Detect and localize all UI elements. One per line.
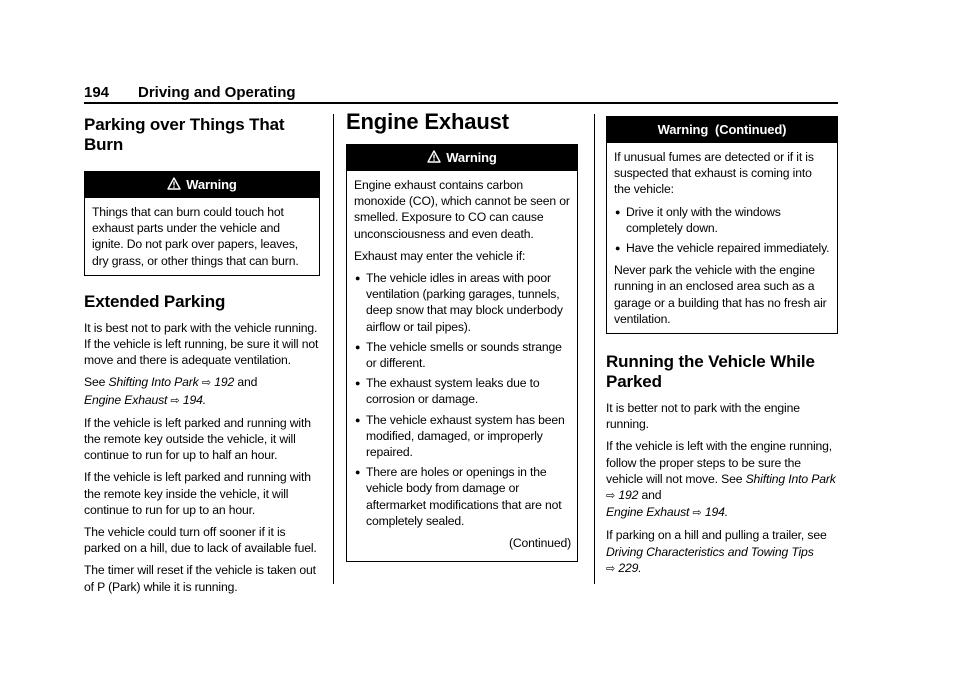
warning-paragraph: Never park the vehicle with the engine running in an enclosed area such as a garage or a building that has no fresh air ventilation. bbox=[614, 263, 827, 326]
page-ref-arrow-icon: ⇨ bbox=[692, 507, 702, 520]
page-ref[interactable]: 192 bbox=[618, 488, 639, 503]
warning-paragraph: Engine exhaust contains carbon monoxide (CO), which cannot be seen or smelled. Exposure to CO can cause unconsciousness and even death. bbox=[354, 178, 570, 241]
warning-body bbox=[607, 143, 837, 333]
warning-title: Warning bbox=[186, 177, 237, 192]
heading-running-while-parked: Running the Vehicle While Parked bbox=[606, 352, 815, 392]
list-item: ● The vehicle exhaust system has been modified, damaged, or improperly repaired. bbox=[354, 412, 571, 461]
page-ref[interactable]: 229. bbox=[618, 560, 642, 575]
link-engine-exhaust[interactable]: Engine Exhaust bbox=[606, 505, 690, 520]
page-ref[interactable]: 194. bbox=[704, 505, 728, 520]
paragraph: If the vehicle is left parked and running with the remote key inside the vehicle, it will continue to run for up to an hour. bbox=[84, 470, 311, 517]
warning-body bbox=[85, 198, 319, 275]
warning-header bbox=[85, 172, 319, 198]
heading-engine-exhaust: Engine Exhaust bbox=[346, 109, 509, 134]
list-item: ● The vehicle smells or sounds strange or different. bbox=[354, 339, 571, 371]
link-engine-exhaust[interactable]: Engine Exhaust bbox=[84, 392, 168, 407]
warning-header: Warning (Continued) bbox=[607, 117, 837, 143]
warning-bullet-list bbox=[614, 204, 831, 257]
header-rule bbox=[84, 102, 838, 104]
warning-triangle-icon bbox=[427, 146, 441, 172]
link-shifting-into-park[interactable]: Shifting Into Park bbox=[108, 375, 199, 390]
page-ref-arrow-icon: ⇨ bbox=[170, 394, 180, 407]
cross-reference-paragraph: If the vehicle is left with the engine running, follow the proper steps to be sure the vehicle will not move. See Shifting Into Park ⇨ 192 and Engine Exhaust ⇨ 194. bbox=[606, 439, 836, 520]
link-driving-characteristics[interactable]: Driving Characteristics and Towing Tips bbox=[606, 544, 814, 559]
page-ref-arrow-icon: ⇨ bbox=[606, 490, 616, 503]
page-ref-arrow-icon: ⇨ bbox=[201, 377, 211, 390]
column-divider-2 bbox=[594, 114, 595, 584]
heading-extended-parking: Extended Parking bbox=[84, 291, 226, 311]
list-item: ● The vehicle idles in areas with poor ventilation (parking garages, tunnels, deep snow that may block underbody airflow or tail pipes). bbox=[354, 270, 571, 335]
page-ref[interactable]: 194. bbox=[182, 392, 206, 407]
paragraph: The timer will reset if the vehicle is taken out of P (Park) while it is running. bbox=[84, 563, 316, 594]
warning-title: Warning bbox=[446, 150, 497, 165]
page-ref-arrow-icon: ⇨ bbox=[606, 562, 616, 575]
warning-paragraph: Exhaust may enter the vehicle if: bbox=[354, 248, 526, 263]
list-item: ● Drive it only with the windows completely down. bbox=[614, 204, 831, 236]
column-2 bbox=[346, 110, 578, 562]
warning-text: Things that can burn could touch hot exhaust parts under the vehicle and ignite. Do not park over papers, leaves, dry grass, or other things that can burn. bbox=[92, 205, 299, 268]
column-3 bbox=[606, 116, 838, 583]
paragraph: It is best not to park with the vehicle running. If the vehicle is left running, be sure it will not move and there is adequate ventilation. bbox=[84, 320, 319, 368]
warning-box-burn bbox=[84, 171, 320, 276]
warning-box-continued bbox=[606, 116, 838, 334]
section-title: Driving and Operating bbox=[138, 84, 296, 101]
list-item: ● There are holes or openings in the vehicle body from damage or aftermarket modifications that are not completely sealed. bbox=[354, 464, 571, 529]
list-item: ● Have the vehicle repaired immediately. bbox=[614, 240, 831, 256]
heading-parking-over-things: Parking over Things That Burn bbox=[84, 115, 285, 154]
paragraph: The vehicle could turn off sooner if it is parked on a hill, due to lack of available fuel. bbox=[84, 525, 317, 556]
link-shifting-into-park[interactable]: Shifting Into Park bbox=[745, 471, 836, 486]
page-ref[interactable]: 192 bbox=[214, 375, 235, 390]
warning-body bbox=[347, 171, 577, 561]
warning-bullet-list bbox=[354, 270, 571, 529]
warning-box-exhaust bbox=[346, 144, 578, 562]
paragraph: It is better not to park with the engine running. bbox=[606, 401, 800, 432]
cross-reference-paragraph: If parking on a hill and pulling a trailer, see Driving Characteristics and Towing Tips ⇨ 229. bbox=[606, 528, 827, 575]
cross-reference-paragraph: See Shifting Into Park ⇨ 192 and Engine Exhaust ⇨ 194. bbox=[84, 375, 258, 407]
page-number: 194 bbox=[84, 84, 110, 101]
warning-triangle-icon bbox=[167, 173, 181, 199]
column-divider-1 bbox=[333, 114, 334, 584]
paragraph: If the vehicle is left parked and running with the remote key outside the vehicle, it will continue to run for up to half an hour. bbox=[84, 415, 311, 463]
continued-label: (Continued) bbox=[508, 536, 571, 551]
warning-header bbox=[347, 145, 577, 171]
list-item: ● The exhaust system leaks due to corrosion or damage. bbox=[354, 375, 571, 407]
column-1 bbox=[84, 115, 320, 601]
warning-paragraph: If unusual fumes are detected or if it is suspected that exhaust is coming into the vehicle: bbox=[614, 150, 814, 197]
